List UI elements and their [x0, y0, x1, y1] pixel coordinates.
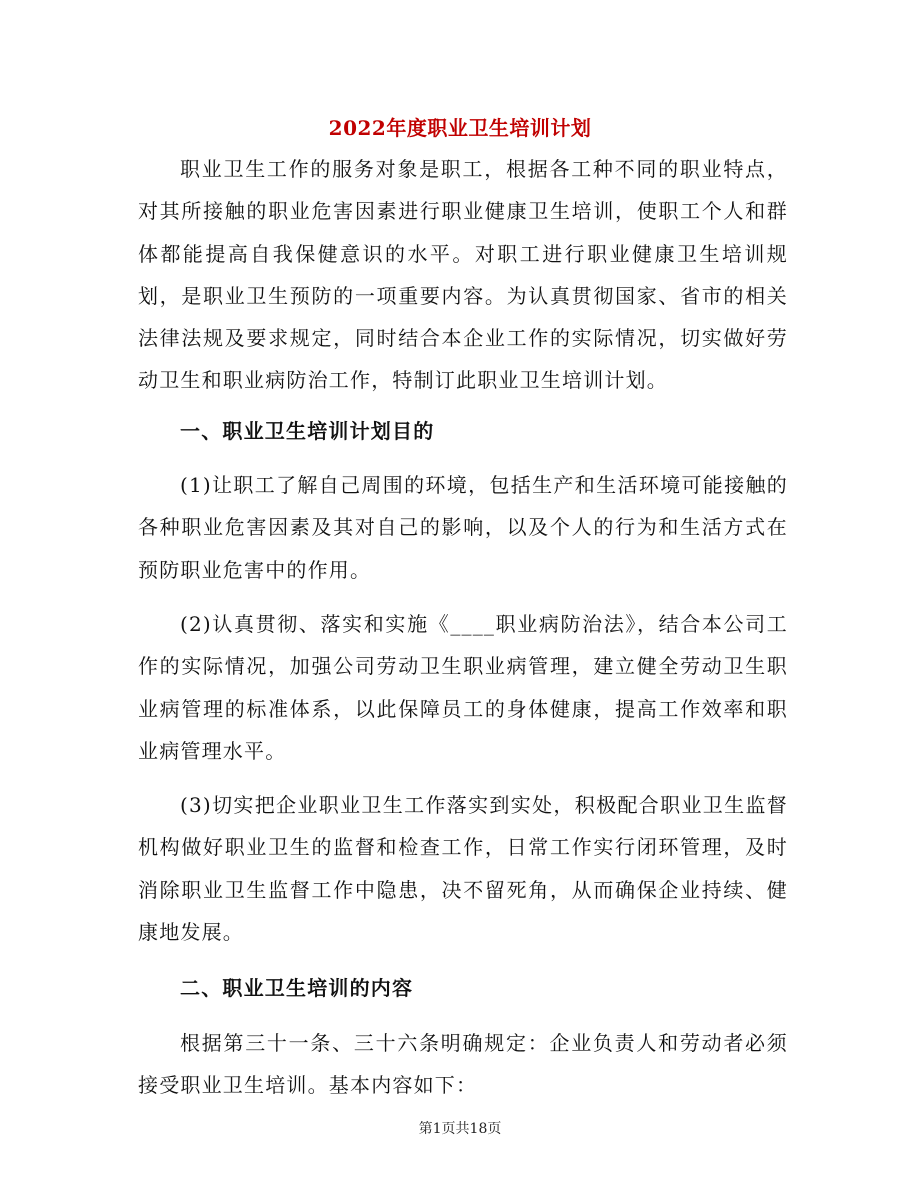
intro-paragraph: 职业卫生工作的服务对象是职工，根据各工种不同的职业特点，对其所接触的职业危害因素进行职业健康卫生培训，使职工个人和群体都能提高自我保健意识的水平。对职工进行职业健康卫生培训规划，是职业卫生预防的一项重要内容。为认真贯彻国家、省市的相关法律法规及要求规定，同时结合本企业工作的实际情况，切实做好劳动卫生和职业病防治工作，特制订此职业卫生培训计划。	[138, 157, 788, 393]
page-number: 第1页共18页	[418, 1121, 502, 1137]
section-1-item-3: (3)切实把企业职业卫生工作落实到实处，积极配合职业卫生监督机构做好职业卫生的监督和检查工作，日常工作实行闭环管理，及时消除职业卫生监督工作中隐患，决不留死角，从而确保企业持续、健康地发展。	[138, 793, 788, 945]
section-2-heading: 二、职业卫生培训的内容	[180, 976, 414, 1001]
document-body	[138, 148, 788, 1106]
section-1-item-2: (2)认真贯彻、落实和实施《____职业病防治法》，结合本公司工作的实际情况，加强公司劳动卫生职业病管理，建立健全劳动卫生职业病管理的标准体系，以此保障员工的身体健康，提高工作效率和职业病管理水平。	[138, 611, 788, 763]
document-title: 2022年度职业卫生培训计划	[328, 116, 592, 140]
section-2-paragraph: 根据第三十一条、三十六条明确规定：企业负责人和劳动者必须接受职业卫生培训。基本内容如下：	[138, 1030, 788, 1097]
section-1-heading: 一、职业卫生培训计划目的	[180, 418, 435, 443]
section-1-item-1: (1)让职工了解自己周围的环境，包括生产和生活环境可能接触的各种职业危害因素及其对自己的影响，以及个人的行为和生活方式在预防职业危害中的作用。	[138, 473, 788, 582]
